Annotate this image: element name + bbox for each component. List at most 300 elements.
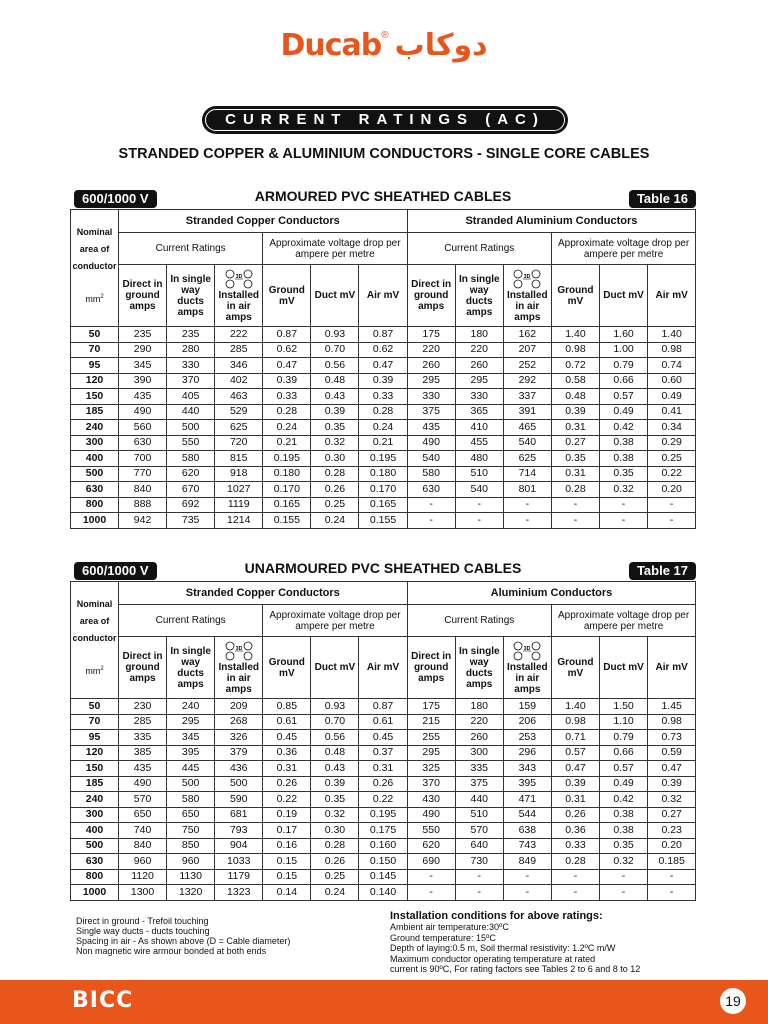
table-cell: 544 bbox=[503, 807, 551, 823]
table-cell: 0.59 bbox=[648, 745, 696, 761]
subcol-label: In single way ducts amps bbox=[458, 273, 500, 318]
table-cell: - bbox=[551, 497, 599, 513]
note-line: Non magnetic wire armour bonded at both ends bbox=[76, 946, 267, 956]
table-cell: 0.28 bbox=[551, 482, 599, 498]
table-row bbox=[71, 497, 696, 513]
table-cell: 743 bbox=[503, 838, 551, 854]
table-cell: 0.72 bbox=[551, 358, 599, 374]
table-cell: 440 bbox=[167, 404, 215, 420]
table-row bbox=[71, 404, 696, 420]
subcol-label: Air mV bbox=[366, 290, 400, 301]
table-cell: 0.87 bbox=[359, 699, 407, 715]
table-number-badge: Table 16 bbox=[629, 190, 696, 208]
table-cell: 1.60 bbox=[599, 327, 647, 343]
right-group-header: Aluminium Conductors bbox=[407, 582, 696, 605]
table-cell: 0.32 bbox=[648, 792, 696, 808]
table-cell: 0.26 bbox=[263, 776, 311, 792]
conductor-size: 50 bbox=[71, 699, 119, 715]
table-cell: 435 bbox=[119, 761, 167, 777]
table-cell: 379 bbox=[215, 745, 263, 761]
subcol-label: Duct mV bbox=[603, 662, 644, 673]
table-cell: 330 bbox=[455, 389, 503, 405]
table-cell: 206 bbox=[503, 714, 551, 730]
table-cell: 1300 bbox=[119, 885, 167, 901]
table-cell: 0.79 bbox=[599, 730, 647, 746]
table-cell: 0.66 bbox=[599, 745, 647, 761]
table-cell: - bbox=[407, 885, 455, 901]
table-cell: 640 bbox=[455, 838, 503, 854]
table-cell: 0.71 bbox=[551, 730, 599, 746]
conductor-size: 150 bbox=[71, 389, 119, 405]
subcol-label: Direct in ground amps bbox=[411, 279, 452, 312]
table-cell: 730 bbox=[455, 854, 503, 870]
table-cell: 0.33 bbox=[551, 838, 599, 854]
table-cell: 580 bbox=[407, 466, 455, 482]
subcol-header bbox=[119, 265, 167, 327]
conductor-size: 500 bbox=[71, 466, 119, 482]
table-cell: 335 bbox=[455, 761, 503, 777]
conductor-size: 630 bbox=[71, 482, 119, 498]
table-cell: 300 bbox=[455, 745, 503, 761]
table-cell: 325 bbox=[407, 761, 455, 777]
table-cell: 471 bbox=[503, 792, 551, 808]
subcol-label: Direct in ground amps bbox=[122, 651, 163, 684]
table-cell: 290 bbox=[119, 342, 167, 358]
table-cell: 1320 bbox=[167, 885, 215, 901]
table-cell: 465 bbox=[503, 420, 551, 436]
table-row bbox=[71, 838, 696, 854]
table-cell: 280 bbox=[167, 342, 215, 358]
table-cell: 0.28 bbox=[311, 838, 359, 854]
table-cell: 550 bbox=[407, 823, 455, 839]
note-line: Spacing in air - As shown above (D = Cable diameter) bbox=[76, 936, 291, 946]
table-cell: 0.79 bbox=[599, 358, 647, 374]
table-cell: 0.39 bbox=[311, 404, 359, 420]
mm2-unit: $mm^2$ bbox=[85, 294, 104, 304]
conductor-size: 1000 bbox=[71, 885, 119, 901]
table-cell: 1130 bbox=[167, 869, 215, 885]
table-cell: 346 bbox=[215, 358, 263, 374]
table-cell: 0.25 bbox=[648, 451, 696, 467]
table-cell: - bbox=[599, 885, 647, 901]
table-cell: - bbox=[407, 513, 455, 529]
table-cell: 0.22 bbox=[263, 792, 311, 808]
table-cell: 510 bbox=[455, 466, 503, 482]
table-cell: 849 bbox=[503, 854, 551, 870]
conductor-size: 70 bbox=[71, 342, 119, 358]
table-cell: 0.150 bbox=[359, 854, 407, 870]
table-cell: 0.32 bbox=[599, 482, 647, 498]
subcol-header bbox=[551, 265, 599, 327]
table-cell: 590 bbox=[215, 792, 263, 808]
table-cell: 0.140 bbox=[359, 885, 407, 901]
table-cell: 560 bbox=[119, 420, 167, 436]
subcol-label: In single way ducts amps bbox=[170, 645, 211, 690]
table-cell: 0.27 bbox=[648, 807, 696, 823]
note-line: Single way ducts - ducts touching bbox=[76, 926, 210, 936]
table-cell: 0.62 bbox=[263, 342, 311, 358]
table-cell: 918 bbox=[215, 466, 263, 482]
table-cell: 714 bbox=[503, 466, 551, 482]
3d-cable-spacing-icon bbox=[222, 268, 256, 290]
subcol-header bbox=[119, 637, 167, 699]
subcol-label: Ground mV bbox=[557, 284, 594, 307]
table-cell: 0.33 bbox=[263, 389, 311, 405]
table-cell: 0.31 bbox=[551, 420, 599, 436]
table-cell: 904 bbox=[215, 838, 263, 854]
table-cell: 0.31 bbox=[551, 792, 599, 808]
subcol-label: In single way ducts amps bbox=[458, 645, 500, 690]
table-cell: 1.45 bbox=[648, 699, 696, 715]
table-cell: 375 bbox=[407, 404, 455, 420]
table-cell: 0.34 bbox=[648, 420, 696, 436]
table-cell: 345 bbox=[167, 730, 215, 746]
table-cell: 295 bbox=[455, 373, 503, 389]
table-cell: 0.175 bbox=[359, 823, 407, 839]
table-row bbox=[71, 358, 696, 374]
table-cell: 550 bbox=[167, 435, 215, 451]
table-cell: 0.62 bbox=[359, 342, 407, 358]
table-cell: 490 bbox=[119, 776, 167, 792]
table-cell: 888 bbox=[119, 497, 167, 513]
subcol-header bbox=[215, 265, 263, 327]
table-cell: - bbox=[455, 869, 503, 885]
table-cell: 630 bbox=[407, 482, 455, 498]
table-cell: 222 bbox=[215, 327, 263, 343]
svg-text:3D: 3D bbox=[524, 274, 531, 280]
table-cell: 0.45 bbox=[359, 730, 407, 746]
conductor-size: 150 bbox=[71, 761, 119, 777]
table-cell: 335 bbox=[119, 730, 167, 746]
subcol-header bbox=[359, 637, 407, 699]
table-cell: 285 bbox=[119, 714, 167, 730]
table-cell: 260 bbox=[455, 358, 503, 374]
table-cell: 0.20 bbox=[648, 838, 696, 854]
table-cell: 0.41 bbox=[648, 404, 696, 420]
table-cell: 1.40 bbox=[551, 327, 599, 343]
table-cell: 0.93 bbox=[311, 699, 359, 715]
table-cell: 435 bbox=[407, 420, 455, 436]
table-cell: - bbox=[648, 885, 696, 901]
table-cell: 0.31 bbox=[263, 761, 311, 777]
table-cell: 0.74 bbox=[648, 358, 696, 374]
conductor-size: 300 bbox=[71, 435, 119, 451]
table-cell: - bbox=[503, 513, 551, 529]
table-cell: 0.49 bbox=[648, 389, 696, 405]
subcol-label: Installed in air amps bbox=[218, 662, 260, 695]
table-cell: 0.21 bbox=[359, 435, 407, 451]
table16-section bbox=[70, 190, 696, 529]
table-cell: - bbox=[551, 885, 599, 901]
table-cell: 0.22 bbox=[359, 792, 407, 808]
table-cell: 500 bbox=[167, 420, 215, 436]
table-cell: 0.26 bbox=[359, 776, 407, 792]
table-cell: 0.35 bbox=[599, 838, 647, 854]
table-cell: 180 bbox=[455, 327, 503, 343]
table-cell: 0.45 bbox=[263, 730, 311, 746]
3d-cable-spacing-icon bbox=[510, 268, 544, 290]
table-cell: 0.47 bbox=[263, 358, 311, 374]
table-cell: 0.24 bbox=[311, 885, 359, 901]
voltage-drop-header: Approximate voltage drop per ampere per metre bbox=[263, 605, 407, 637]
subcol-header bbox=[167, 265, 215, 327]
table-row bbox=[71, 885, 696, 901]
conductor-size: 120 bbox=[71, 373, 119, 389]
conductor-size: 240 bbox=[71, 792, 119, 808]
table-cell: 0.49 bbox=[599, 404, 647, 420]
subcol-header bbox=[407, 637, 455, 699]
table-cell: 638 bbox=[503, 823, 551, 839]
table-cell: 405 bbox=[167, 389, 215, 405]
table-cell: 0.98 bbox=[551, 342, 599, 358]
table-cell: 490 bbox=[407, 807, 455, 823]
subcol-label: Duct mV bbox=[314, 662, 356, 673]
subcol-label: Direct in ground amps bbox=[122, 279, 163, 312]
table-cell: 0.180 bbox=[359, 466, 407, 482]
table-cell: 0.49 bbox=[599, 776, 647, 792]
table-row bbox=[71, 745, 696, 761]
table-cell: 345 bbox=[119, 358, 167, 374]
table-cell: 620 bbox=[167, 466, 215, 482]
table-cell: 0.27 bbox=[551, 435, 599, 451]
conductor-size: 1000 bbox=[71, 513, 119, 529]
table-cell: 625 bbox=[503, 451, 551, 467]
table-cell: 0.22 bbox=[648, 466, 696, 482]
subcol-header bbox=[263, 265, 311, 327]
table-cell: 570 bbox=[119, 792, 167, 808]
table-cell: 0.39 bbox=[359, 373, 407, 389]
table-cell: 455 bbox=[455, 435, 503, 451]
table-cell: 285 bbox=[215, 342, 263, 358]
table-cell: 1.00 bbox=[599, 342, 647, 358]
table-cell: 0.195 bbox=[359, 807, 407, 823]
table-row bbox=[71, 823, 696, 839]
table-cell: 0.42 bbox=[599, 420, 647, 436]
subcol-label: Ground mV bbox=[268, 284, 305, 307]
conductor-size: 95 bbox=[71, 358, 119, 374]
subcol-header bbox=[599, 637, 647, 699]
svg-text:3D: 3D bbox=[235, 274, 242, 280]
table-cell: 330 bbox=[407, 389, 455, 405]
subcol-header bbox=[407, 265, 455, 327]
table-cell: 0.24 bbox=[311, 513, 359, 529]
table-cell: 0.60 bbox=[648, 373, 696, 389]
table-cell: 0.185 bbox=[648, 854, 696, 870]
table-cell: 0.37 bbox=[359, 745, 407, 761]
table-cell: 0.195 bbox=[359, 451, 407, 467]
table-cell: 625 bbox=[215, 420, 263, 436]
table-cell: 207 bbox=[503, 342, 551, 358]
table-cell: 0.39 bbox=[263, 373, 311, 389]
table-row bbox=[71, 373, 696, 389]
table-cell: 0.56 bbox=[311, 730, 359, 746]
subcol-header bbox=[263, 637, 311, 699]
conductor-size: 95 bbox=[71, 730, 119, 746]
table-cell: 1.40 bbox=[648, 327, 696, 343]
table-row bbox=[71, 420, 696, 436]
table-cell: 580 bbox=[167, 451, 215, 467]
table-cell: 268 bbox=[215, 714, 263, 730]
table-cell: 0.36 bbox=[263, 745, 311, 761]
table-row bbox=[71, 513, 696, 529]
table-row bbox=[71, 327, 696, 343]
table-cell: - bbox=[407, 869, 455, 885]
subcol-label: Duct mV bbox=[603, 290, 644, 301]
table-row bbox=[71, 389, 696, 405]
table-cell: 296 bbox=[503, 745, 551, 761]
table-cell: 370 bbox=[167, 373, 215, 389]
banner-text: CURRENT RATINGS (AC) bbox=[225, 111, 545, 128]
table-cell: 391 bbox=[503, 404, 551, 420]
table-cell: 0.31 bbox=[551, 466, 599, 482]
table-cell: 750 bbox=[167, 823, 215, 839]
table-cell: 490 bbox=[407, 435, 455, 451]
table-cell: 1.10 bbox=[599, 714, 647, 730]
table-cell: 490 bbox=[119, 404, 167, 420]
condition-line: current is 90ºC, For rating factors see Tables 2 to 6 and 8 to 12 bbox=[390, 964, 641, 974]
table-cell: 1214 bbox=[215, 513, 263, 529]
table-cell: 0.57 bbox=[551, 745, 599, 761]
table-cell: 0.23 bbox=[648, 823, 696, 839]
table-cell: 0.87 bbox=[263, 327, 311, 343]
logo-registered: ® bbox=[381, 30, 389, 41]
subcol-header bbox=[551, 637, 599, 699]
table-cell: 500 bbox=[167, 776, 215, 792]
table-cell: - bbox=[648, 869, 696, 885]
table-row bbox=[71, 699, 696, 715]
table-cell: 670 bbox=[167, 482, 215, 498]
voltage-drop-header: Approximate voltage drop per ampere per metre bbox=[551, 605, 695, 637]
table-cell: 0.73 bbox=[648, 730, 696, 746]
table-cell: - bbox=[599, 513, 647, 529]
conductor-size: 400 bbox=[71, 451, 119, 467]
current-ratings-header: Current Ratings bbox=[119, 233, 263, 265]
table-row bbox=[71, 451, 696, 467]
table-cell: 0.87 bbox=[359, 327, 407, 343]
table-cell: 0.98 bbox=[551, 714, 599, 730]
table-cell: 162 bbox=[503, 327, 551, 343]
table-cell: 0.39 bbox=[551, 404, 599, 420]
table-cell: 510 bbox=[455, 807, 503, 823]
table-row bbox=[71, 482, 696, 498]
table-row bbox=[71, 435, 696, 451]
table-cell: 375 bbox=[455, 776, 503, 792]
table-cell: 180 bbox=[455, 699, 503, 715]
table-cell: 440 bbox=[455, 792, 503, 808]
table-cell: 580 bbox=[167, 792, 215, 808]
table-cell: - bbox=[551, 513, 599, 529]
table-cell: 0.58 bbox=[551, 373, 599, 389]
table-cell: 175 bbox=[407, 699, 455, 715]
voltage-badge: 600/1000 V bbox=[74, 562, 157, 580]
table-cell: 0.15 bbox=[263, 854, 311, 870]
ratings-table bbox=[70, 209, 696, 529]
svg-text:3D: 3D bbox=[235, 646, 242, 652]
table-cell: 0.17 bbox=[263, 823, 311, 839]
table-cell: 0.165 bbox=[359, 497, 407, 513]
table-cell: 0.14 bbox=[263, 885, 311, 901]
table-cell: 0.98 bbox=[648, 342, 696, 358]
table-row bbox=[71, 466, 696, 482]
note-line: Direct in ground - Trefoil touching bbox=[76, 916, 209, 926]
table-cell: 292 bbox=[503, 373, 551, 389]
table-row bbox=[71, 776, 696, 792]
table-cell: - bbox=[503, 885, 551, 901]
table-cell: 1323 bbox=[215, 885, 263, 901]
conductor-size: 185 bbox=[71, 776, 119, 792]
ratings-table bbox=[70, 581, 696, 901]
subcol-header bbox=[311, 265, 359, 327]
table-cell: 235 bbox=[167, 327, 215, 343]
table-cell: 0.39 bbox=[311, 776, 359, 792]
current-ratings-header: Current Ratings bbox=[119, 605, 263, 637]
table-cell: 480 bbox=[455, 451, 503, 467]
table-cell: 0.15 bbox=[263, 869, 311, 885]
table-cell: - bbox=[648, 497, 696, 513]
condition-line: Ground temperature: 15ºC bbox=[390, 932, 496, 943]
table-cell: 445 bbox=[167, 761, 215, 777]
table-cell: 0.39 bbox=[551, 776, 599, 792]
subcol-label: Installed in air amps bbox=[507, 290, 548, 323]
table-cell: 0.56 bbox=[311, 358, 359, 374]
right-group-header: Stranded Aluminium Conductors bbox=[407, 210, 696, 233]
subcol-label: Installed in air amps bbox=[218, 290, 260, 323]
table-cell: - bbox=[503, 497, 551, 513]
table-cell: 960 bbox=[167, 854, 215, 870]
installation-notes bbox=[76, 916, 290, 956]
table-cell: 0.43 bbox=[311, 761, 359, 777]
table-row bbox=[71, 714, 696, 730]
table-cell: 0.70 bbox=[311, 714, 359, 730]
subcol-label: Direct in ground amps bbox=[411, 651, 452, 684]
table-cell: 0.26 bbox=[311, 482, 359, 498]
title-banner bbox=[202, 106, 568, 134]
table-cell: 0.35 bbox=[311, 792, 359, 808]
table-cell: 1179 bbox=[215, 869, 263, 885]
voltage-drop-header: Approximate voltage drop per ampere per metre bbox=[551, 233, 695, 265]
table-cell: 295 bbox=[167, 714, 215, 730]
table-cell: 850 bbox=[167, 838, 215, 854]
current-ratings-header: Current Ratings bbox=[407, 233, 551, 265]
table-row bbox=[71, 730, 696, 746]
table-cell: 1119 bbox=[215, 497, 263, 513]
table-cell: 240 bbox=[167, 699, 215, 715]
table-cell: 220 bbox=[455, 714, 503, 730]
table-cell: 0.61 bbox=[263, 714, 311, 730]
table-cell: 0.20 bbox=[648, 482, 696, 498]
table-cell: 0.38 bbox=[599, 823, 647, 839]
subcol-label: Ground mV bbox=[557, 656, 594, 679]
table-cell: 0.47 bbox=[551, 761, 599, 777]
table-cell: 385 bbox=[119, 745, 167, 761]
table-cell: 770 bbox=[119, 466, 167, 482]
table-cell: 840 bbox=[119, 482, 167, 498]
current-ratings-header: Current Ratings bbox=[407, 605, 551, 637]
table-cell: 570 bbox=[455, 823, 503, 839]
table-cell: 0.39 bbox=[648, 776, 696, 792]
table-cell: 0.43 bbox=[311, 389, 359, 405]
conditions-title: Installation conditions for above ratings: bbox=[390, 910, 603, 922]
table-cell: 435 bbox=[119, 389, 167, 405]
condition-line: Depth of laying:0.5 m, Soil thermal resistivity: 1.2ºC m/W bbox=[390, 943, 616, 953]
table-cell: 0.28 bbox=[263, 404, 311, 420]
voltage-drop-header: Approximate voltage drop per ampere per metre bbox=[263, 233, 407, 265]
table-cell: 0.160 bbox=[359, 838, 407, 854]
table-cell: 540 bbox=[407, 451, 455, 467]
3d-cable-spacing-icon bbox=[510, 640, 544, 662]
table-cell: 330 bbox=[167, 358, 215, 374]
table-cell: 0.48 bbox=[311, 373, 359, 389]
